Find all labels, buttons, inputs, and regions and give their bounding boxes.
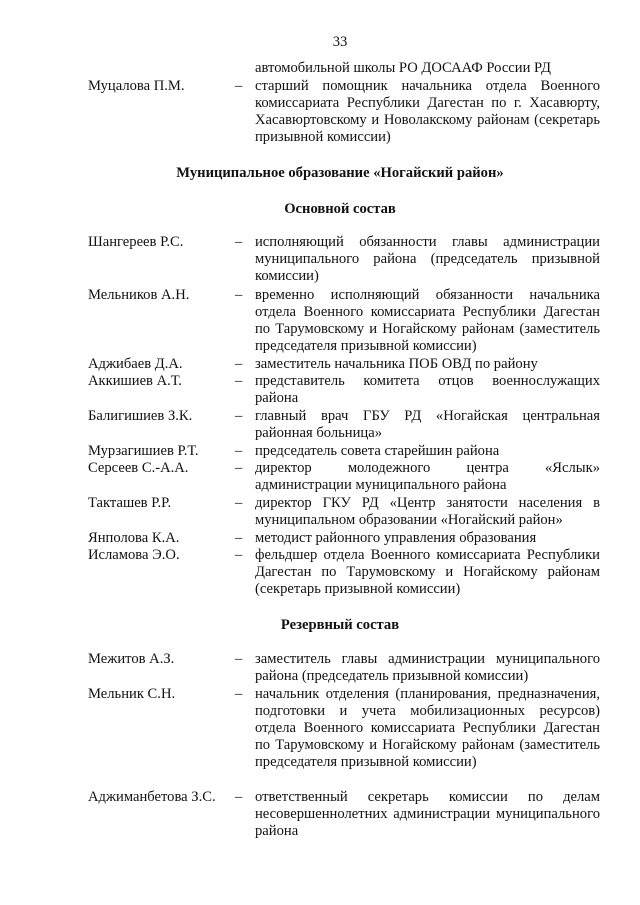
member-name: Шангереев Р.С. — [88, 234, 184, 250]
member-name: Такташев Р.Р. — [88, 495, 172, 511]
page-number: 33 — [332, 34, 348, 50]
member-dash: – — [235, 234, 243, 250]
member-role: ответственный секретарь комиссии по делам несовершеннолетних администрации муниципального района — [255, 789, 600, 839]
member-name: Мельников А.Н. — [88, 287, 190, 303]
member-dash: – — [235, 356, 243, 372]
member-role: председатель совета старейшин района — [255, 443, 500, 459]
member-role: заместитель начальника ПОБ ОВД по району — [255, 356, 538, 372]
member-name: Аджиманбетова З.С. — [88, 789, 216, 805]
member-dash: – — [235, 408, 243, 424]
member-dash: – — [235, 547, 243, 563]
member-name: Аджибаев Д.А. — [88, 356, 183, 372]
member-dash: – — [235, 373, 243, 389]
member-dash: – — [235, 495, 243, 511]
member-name: Исламова Э.О. — [88, 547, 180, 563]
member-role: исполняющий обязанности главы администрации муниципального района (председатель призывной комиссии) — [255, 234, 600, 284]
member-dash: – — [235, 789, 243, 805]
member-role: главный врач ГБУ РД «Ногайская центральная районная больница» — [255, 408, 600, 441]
member-role: фельдшер отдела Военного комиссариата Республики Дагестан по Тарумовскому и Ногайскому районам (секретарь призывной комиссии) — [255, 547, 600, 597]
main-composition-title: Основной состав — [284, 201, 396, 217]
member-name: Серсеев С.-А.А. — [88, 460, 189, 476]
member-name: Балигишиев З.К. — [88, 408, 193, 424]
member-role: представитель комитета отцов военнослужащих района — [255, 373, 600, 406]
member-name: Янполова К.А. — [88, 530, 180, 546]
member-name: Аккишиев А.Т. — [88, 373, 182, 389]
member-role: заместитель главы администрации муниципального района (председатель призывной комиссии) — [255, 651, 600, 684]
member-role: старший помощник начальника отдела Военного комиссариата Республики Дагестан по г. Хасавюрту, Хасавюртовскому и Новолакскому районам (секретарь призывной комиссии) — [255, 78, 600, 145]
member-dash: – — [235, 287, 243, 303]
member-role: методист районного управления образования — [255, 530, 537, 546]
member-dash: – — [235, 530, 243, 546]
member-role: директор молодежного центра «Яслык» администрации муниципального района — [255, 460, 600, 493]
reserve-composition-title: Резервный состав — [280, 617, 400, 633]
member-role: временно исполняющий обязанности начальника отдела Военного комиссариата Республики Дагестан по Тарумовскому и Ногайскому районам (заместитель председателя призывной комиссии) — [255, 287, 600, 354]
continued-role-text: автомобильной школы РО ДОСААФ России РД — [255, 60, 552, 76]
member-name: Мельник С.Н. — [88, 686, 176, 702]
member-name: Мурзагишиев Р.Т. — [88, 443, 199, 459]
member-dash: – — [235, 651, 243, 667]
member-dash: – — [235, 686, 243, 702]
member-dash: – — [235, 78, 243, 94]
member-name: Муцалова П.М. — [88, 78, 185, 94]
member-dash: – — [235, 443, 243, 459]
member-name: Межитов А.З. — [88, 651, 175, 667]
member-role: начальник отделения (планирования, предназначения, подготовки и учета мобилизационных ресурсов) отдела Военного комиссариата Республики Дагестан по Тарумовскому и Ногайскому районам (заместитель председателя призывной комиссии) — [255, 686, 600, 770]
section-title: Муниципальное образование «Ногайский район» — [176, 165, 504, 181]
member-role: директор ГКУ РД «Центр занятости населения в муниципальном образовании «Ногайский район» — [255, 495, 600, 528]
member-dash: – — [235, 460, 243, 476]
